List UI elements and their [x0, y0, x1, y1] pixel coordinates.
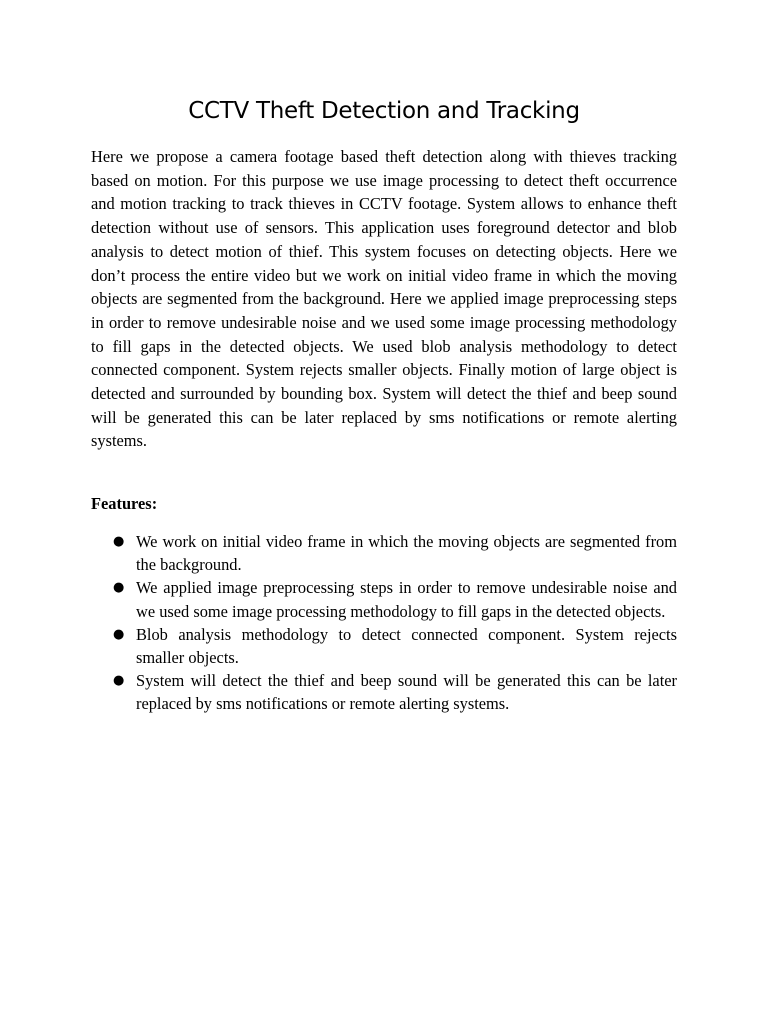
- feature-text: Blob analysis methodology to detect connected component. System rejects smaller objects.: [136, 624, 677, 668]
- feature-text: System will detect the thief and beep sound will be generated this can be later replaced by sms notifications or remote alerting systems.: [136, 671, 677, 714]
- list-item: [91, 669, 677, 715]
- bullet-icon: ●: [113, 626, 125, 642]
- list-item: [91, 576, 677, 622]
- bullet-icon: ●: [113, 534, 125, 549]
- bullet-icon: ●: [113, 580, 125, 596]
- list-item: [91, 623, 677, 669]
- page-title: CCTV Theft Detection and Tracking: [188, 98, 580, 124]
- features-heading: Features:: [91, 494, 158, 513]
- features-list: [91, 530, 677, 716]
- bullet-icon: ●: [113, 673, 125, 689]
- feature-text: We work on initial video frame in which the moving objects are segmented from the background.: [136, 532, 677, 575]
- list-item: [91, 530, 677, 576]
- feature-text: We applied image preprocessing steps in order to remove undesirable noise and we used some image processing methodology to fill gaps in the detected objects.: [136, 578, 677, 621]
- intro-paragraph: Here we propose a camera footage based theft detection along with thieves tracking based on motion. For this purpose we use image processing to detect theft occurrence and motion tracking to track thieves in CCTV footage. System allows to enhance theft detection without use of sensors. This application uses foreground detector and blob analysis to detect motion of thief. This system focuses on detecting objects. Here we don’t process the entire video but we work on initial video frame in which the moving objects are segmented from the background. Here we applied image preprocessing steps in order to remove undesirable noise and we used some image processing methodology to fill gaps in the detected objects. We used blob analysis methodology to detect connected component. System rejects smaller objects. Finally motion of large object is detected and surrounded by bounding box. System will detect the thief and beep sound will be generated this can be later replaced by sms notifications or remote alerting systems.: [91, 147, 677, 451]
